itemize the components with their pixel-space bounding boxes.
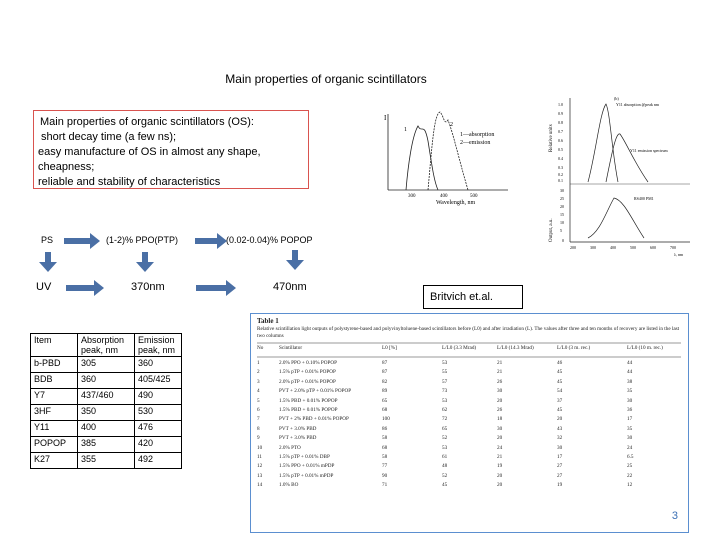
table-row xyxy=(257,445,683,453)
table-cell: 2.0% PPO + 0.10% POPOP xyxy=(279,360,337,366)
x-tick: 600 xyxy=(650,245,656,250)
table-title: Table 1 xyxy=(257,317,279,325)
down-arrow-icon xyxy=(37,252,59,274)
table-cell: 38 xyxy=(627,378,633,385)
table-cell: 4 xyxy=(257,388,260,395)
table-header: L/L0 (10 m. rec.) xyxy=(627,345,663,351)
table-cell: 24 xyxy=(497,444,503,451)
table-cell: 46 xyxy=(557,360,563,366)
page-number: 3 xyxy=(671,510,678,522)
y-tick: 30 xyxy=(560,188,564,193)
table-cell: 68 xyxy=(382,444,388,451)
table-cell: 355 xyxy=(78,453,135,469)
emission-curve xyxy=(428,112,468,190)
table-cell: 54 xyxy=(557,388,563,395)
table-cell: 55 xyxy=(442,369,448,376)
property-line: easy manufacture of OS in almost any shape, xyxy=(38,146,261,158)
table-cell: 13 xyxy=(257,472,263,479)
table-cell: 32 xyxy=(557,435,563,442)
table-cell: 530 xyxy=(135,405,182,421)
table-cell: 25 xyxy=(627,463,633,470)
table-row xyxy=(257,398,683,406)
table-cell: 58 xyxy=(382,435,388,442)
right-arrow-icon xyxy=(66,280,104,296)
flow-arrows-row1 xyxy=(64,230,174,252)
table-cell: 19 xyxy=(557,482,563,489)
x-tick: 400 xyxy=(440,194,448,199)
table-cell: 52 xyxy=(442,435,448,442)
table-cell: 30 xyxy=(497,425,503,432)
property-line: reliable and stability of characteristics xyxy=(38,176,221,188)
x-tick: 400 xyxy=(610,245,616,250)
table-cell: 8 xyxy=(257,425,260,432)
table-cell: 87 xyxy=(382,369,388,376)
y-label-top: Relative units xyxy=(549,124,554,152)
table-cell: 2 xyxy=(257,369,260,376)
table-caption: Relative scintillation light outputs of polystyrene-based and polyvinyltoluene-based scintillators before (L0) and after irradiation (L). The values after three and ten months of recovery are listed in the last two columns xyxy=(257,326,680,339)
table-row xyxy=(31,357,182,373)
table-cell: 89 xyxy=(382,388,388,395)
right-arrow-icon xyxy=(64,233,100,249)
table-cell: 82 xyxy=(382,378,388,385)
table-row xyxy=(257,435,683,443)
table-cell: Y11 xyxy=(31,421,78,437)
table-cell: 3HF xyxy=(31,405,78,421)
table-cell: 27 xyxy=(557,472,563,479)
table-cell: 360 xyxy=(78,373,135,389)
table-cell: 12 xyxy=(257,463,263,470)
table-row xyxy=(257,369,683,377)
right-arrow-icon xyxy=(195,233,227,249)
table-cell: 44 xyxy=(627,369,633,376)
table-cell: 11 xyxy=(257,454,262,460)
table-cell: 22 xyxy=(627,472,633,479)
table-cell: 53 xyxy=(442,360,448,366)
y-tick: 10 xyxy=(560,220,564,225)
table-cell: K27 xyxy=(31,453,78,469)
table-cell: 7 xyxy=(257,416,260,423)
table-cell: 65 xyxy=(382,397,388,404)
x-label: λ, nm xyxy=(674,252,684,257)
table-cell: 30 xyxy=(557,444,563,451)
table-row xyxy=(257,454,683,462)
down-arrow-icon xyxy=(134,252,156,274)
panel-label: Y11 emission spectrum xyxy=(630,148,668,153)
table-cell: 360 xyxy=(135,357,182,373)
table-cell: 90 xyxy=(382,472,388,479)
table-cell: 1.5% pTP + 0.01% DBP xyxy=(279,454,330,460)
label-470nm: 470nm xyxy=(273,281,307,293)
down-arrow-icon xyxy=(284,250,306,272)
table-row xyxy=(31,373,182,389)
table-cell: PVT + 3.0% PBD xyxy=(279,435,317,442)
y-tick: 0.8 xyxy=(558,120,563,125)
page-title: Main properties of organic scintillators xyxy=(225,72,427,86)
table-cell: 73 xyxy=(442,388,448,395)
y-tick: 0.9 xyxy=(558,111,563,116)
rs400-curve xyxy=(588,198,644,238)
spectra-x-label: Wavelength, nm xyxy=(436,200,476,206)
x-tick: 500 xyxy=(630,245,636,250)
table-cell: 3 xyxy=(257,378,260,385)
properties-box xyxy=(33,110,309,189)
table-cell: POPOP xyxy=(31,437,78,453)
table-cell: 71 xyxy=(382,482,388,489)
spectra-figure xyxy=(378,106,518,206)
label-uv: UV xyxy=(36,281,52,293)
fluor-table xyxy=(30,333,182,469)
table-cell: 27 xyxy=(557,463,563,470)
table-cell: 19 xyxy=(497,463,503,470)
y-tick: 0.2 xyxy=(558,172,563,177)
table-cell: 58 xyxy=(382,454,388,460)
curve-label: 1 xyxy=(404,127,407,133)
table-cell: 437/460 xyxy=(78,389,135,405)
table-cell: PVT + 2% PBD + 0.01% POPOP xyxy=(279,416,349,423)
table-cell: b-PBD xyxy=(31,357,78,373)
table-cell: 57 xyxy=(442,378,448,385)
table-cell: 72 xyxy=(442,416,448,423)
panel-label: RS400 PM1 xyxy=(634,196,654,201)
table-cell: 305 xyxy=(78,357,135,373)
flow-arrows-row2 xyxy=(66,277,286,299)
label-primary-fluor: (1-2)% PPO(PTP) xyxy=(106,235,179,245)
table-cell: PVT + 2.0% pTP + 0.01% POPOP xyxy=(279,388,352,395)
reference-box: Britvich et.al. xyxy=(423,285,523,309)
table-row xyxy=(31,453,182,469)
y-tick: 1.0 xyxy=(558,102,563,107)
table-cell: 14 xyxy=(257,482,263,489)
table-header: L/L0 (3 m. rec.) xyxy=(557,345,591,351)
x-tick: 700 xyxy=(670,245,676,250)
table-cell: 87 xyxy=(382,360,388,366)
table-row xyxy=(257,360,683,368)
table-cell: 492 xyxy=(135,453,182,469)
table-cell: 6 xyxy=(257,407,260,413)
table-cell: 52 xyxy=(442,472,448,479)
label-secondary-fluor: (0.02-0.04)% POPOP xyxy=(226,235,313,245)
table-cell: 35 xyxy=(627,425,633,432)
y-tick: 20 xyxy=(560,204,564,209)
table-row xyxy=(257,379,683,387)
table-row xyxy=(31,421,182,437)
legend-entry: 2—emission xyxy=(460,140,491,146)
table-cell: 2.0% pTP + 0.01% POPOP xyxy=(279,378,336,385)
table-cell: 1.5% pTP + 0.01% POPOP xyxy=(279,369,336,376)
y11-absorption-curve xyxy=(588,104,618,182)
table-cell: 77 xyxy=(382,463,388,470)
table-cell: 30 xyxy=(627,397,633,404)
x-tick: 200 xyxy=(570,245,576,250)
y11-figure xyxy=(548,92,698,264)
x-tick: 300 xyxy=(590,245,596,250)
table-row xyxy=(31,389,182,405)
table-cell: 400 xyxy=(78,421,135,437)
table-row xyxy=(257,388,683,396)
flow-arrow-2 xyxy=(195,230,235,252)
table-header: Scintillator xyxy=(279,345,303,351)
legend-entry: 1—absorption xyxy=(460,132,495,138)
table-row xyxy=(257,463,683,471)
table-cell: 1 xyxy=(257,360,260,366)
table-cell: 1.5% PPO + 0.01% mPDP xyxy=(279,463,335,470)
table-cell: 9 xyxy=(257,435,260,442)
x-tick: 300 xyxy=(408,194,416,199)
table-header: L/L0 (3.3 Mrad) xyxy=(442,345,477,351)
table-cell: 20 xyxy=(497,482,503,489)
table-cell: 20 xyxy=(557,416,563,423)
table-cell: 1.5% PBD + 0.01% POPOP xyxy=(279,397,338,404)
table-row xyxy=(257,482,683,490)
table-row xyxy=(257,416,683,424)
table-cell: 65 xyxy=(442,425,448,432)
table-cell: 17 xyxy=(627,416,633,423)
table-cell: 385 xyxy=(78,437,135,453)
table-cell: 350 xyxy=(78,405,135,421)
table-cell: 43 xyxy=(557,425,563,432)
table-cell: 53 xyxy=(442,444,448,451)
table-cell: 45 xyxy=(557,378,563,385)
table-cell: 30 xyxy=(627,435,633,442)
table-cell: 1.5% PBD + 0.01% POPOP xyxy=(279,407,338,413)
table-cell: Y7 xyxy=(31,389,78,405)
properties-heading: Main properties of organic scintillators (OS): xyxy=(40,116,254,128)
table-cell: 26 xyxy=(497,407,503,413)
property-line: cheapness; xyxy=(38,161,95,173)
y-tick: 0.5 xyxy=(558,147,563,152)
y-tick: 5 xyxy=(560,228,562,233)
table-cell: 2.0% PTO xyxy=(279,444,301,451)
y-tick: 0.6 xyxy=(558,138,563,143)
y-tick: 0 xyxy=(562,238,564,243)
table-cell: 36 xyxy=(627,407,633,413)
table-cell: 68 xyxy=(382,407,388,413)
table-header: L0 [%] xyxy=(382,345,397,351)
y-tick: 0.3 xyxy=(558,165,563,170)
table-cell: 48 xyxy=(442,463,448,470)
table-cell: 37 xyxy=(557,397,563,404)
table-cell: 21 xyxy=(497,360,503,366)
table-cell: 26 xyxy=(497,378,503,385)
table-cell: PVT + 3.0% PBD xyxy=(279,425,317,432)
table-cell: 18 xyxy=(497,416,503,423)
table-header-row xyxy=(257,345,683,353)
table-header: Emission peak, nm xyxy=(135,334,182,357)
table-cell: 30 xyxy=(497,388,503,395)
table-cell: 405/425 xyxy=(135,373,182,389)
right-arrow-icon xyxy=(196,280,236,296)
table-cell: 53 xyxy=(442,397,448,404)
panel-tag: (b) xyxy=(614,96,619,101)
table-header: No xyxy=(257,345,264,351)
table-cell: 100 xyxy=(382,416,390,423)
table-row xyxy=(31,405,182,421)
table-cell: 490 xyxy=(135,389,182,405)
table-cell: BDB xyxy=(31,373,78,389)
table-cell: 21 xyxy=(497,454,503,460)
y-tick: 25 xyxy=(560,196,564,201)
y-label-bottom: Output, a.u. xyxy=(549,218,554,242)
table-row xyxy=(257,426,683,434)
table-cell: 21 xyxy=(497,369,503,376)
x-tick: 500 xyxy=(470,194,478,199)
light-output-table-figure xyxy=(250,313,689,533)
table-cell: 12 xyxy=(627,482,633,489)
table-row xyxy=(257,473,683,481)
y-tick: 0.1 xyxy=(558,178,563,183)
table-cell: 5 xyxy=(257,397,260,404)
table-header: Absorption peak, nm xyxy=(78,334,135,357)
table-cell: 420 xyxy=(135,437,182,453)
table-row xyxy=(257,407,683,415)
table-header: Item xyxy=(31,334,78,357)
table-cell: 1.0% BO xyxy=(279,482,299,489)
table-cell: 62 xyxy=(442,407,448,413)
table-cell: 10 xyxy=(257,444,263,451)
table-cell: 86 xyxy=(382,425,388,432)
spectra-y-label: I xyxy=(384,114,387,122)
table-cell: 20 xyxy=(497,435,503,442)
table-cell: 61 xyxy=(442,454,448,460)
y-tick: 15 xyxy=(560,212,564,217)
table-cell: 45 xyxy=(557,369,563,376)
table-cell: 476 xyxy=(135,421,182,437)
table-cell: 20 xyxy=(497,472,503,479)
table-row xyxy=(31,437,182,453)
table-cell: 45 xyxy=(442,482,448,489)
table-cell: 44 xyxy=(627,360,633,366)
table-header-row xyxy=(31,334,182,357)
table-cell: 20 xyxy=(497,397,503,404)
curve-label: 2 xyxy=(450,122,453,128)
y-tick: 0.7 xyxy=(558,129,563,134)
property-line: short decay time (a few ns); xyxy=(41,131,177,143)
table-cell: 6.5 xyxy=(627,454,634,460)
table-cell: 24 xyxy=(627,444,633,451)
table-cell: 45 xyxy=(557,407,563,413)
table-cell: 1.5% pTP + 0.01% mPDP xyxy=(279,472,334,479)
label-base-ps: PS xyxy=(41,235,54,245)
table-cell: 35 xyxy=(627,388,633,395)
label-370nm: 370nm xyxy=(131,281,165,293)
y-tick: 0.4 xyxy=(558,156,563,161)
panel-label: Y11 absorption @peak nm xyxy=(616,102,659,107)
table-header: L/L0 (14.3 Mrad) xyxy=(497,345,534,351)
table-cell: 17 xyxy=(557,454,563,460)
